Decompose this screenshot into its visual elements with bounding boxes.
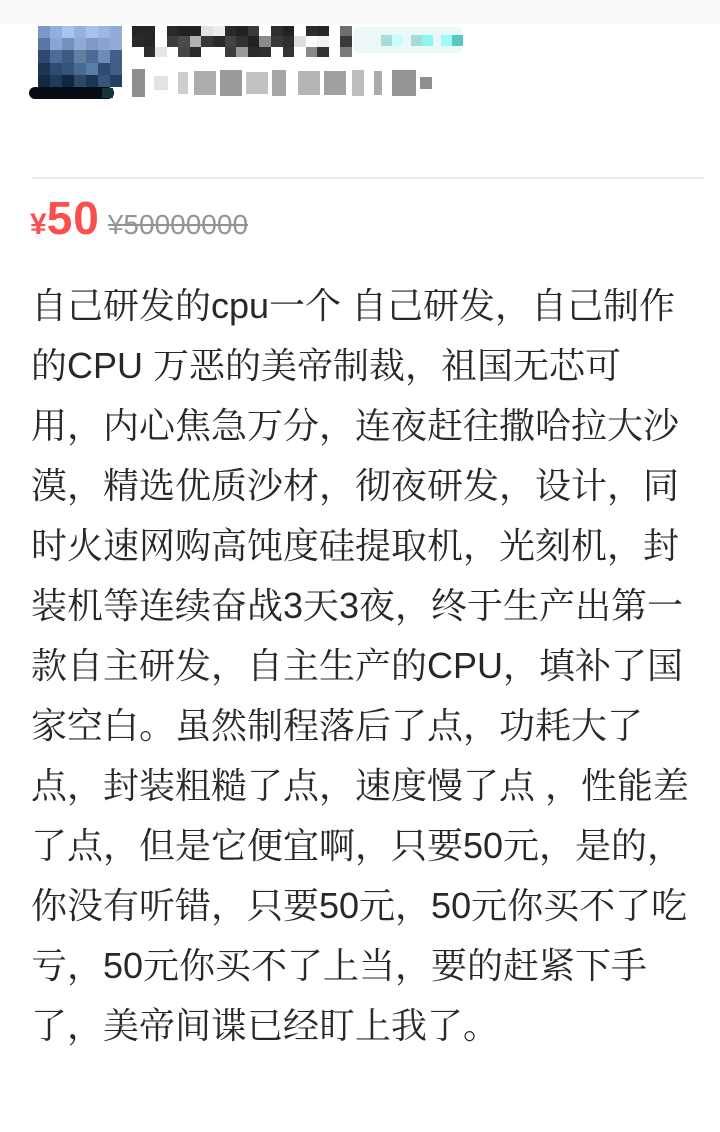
section-divider [32,177,704,179]
status-bar-strip [0,0,720,24]
item-description: 自己研发的cpu一个 自己研发，自己制作的CPU 万恶的美帝制裁，祖国无芯可用，内心焦急万分，连夜赶往撒哈拉大沙漠，精选优质沙材，彻夜研发，设计，同时火速网购高饨度硅提取机，光刻机，封装机等连续奋战3天3夜，终于生产出第一款自主研发，自主生产的CPU，填补了国家空白。虽然制程落后了点，功耗大了点，封装粗糙了点，速度慢了点 ，性能差了点，但是它便宜啊，只要50元，是的，你没有听错，只要50元，50元你买不了吃亏，50元你买不了上当，要的赶紧下手了，美帝间谍已经盯上我了。 [31,285,690,1046]
price-original-strikethrough: ¥50000000 [107,209,249,240]
seller-badge [354,27,462,53]
seller-header [0,24,720,100]
price-currency-symbol: ¥ [30,208,47,241]
price-amount: 50 [46,192,100,244]
seller-info [132,26,690,100]
seller-avatar[interactable] [30,26,122,100]
seller-name-censored[interactable] [132,26,352,57]
seller-avatar-image [38,26,122,87]
publish-info-censored [132,67,690,98]
price-block [0,191,720,243]
seller-avatar-base [29,87,114,99]
